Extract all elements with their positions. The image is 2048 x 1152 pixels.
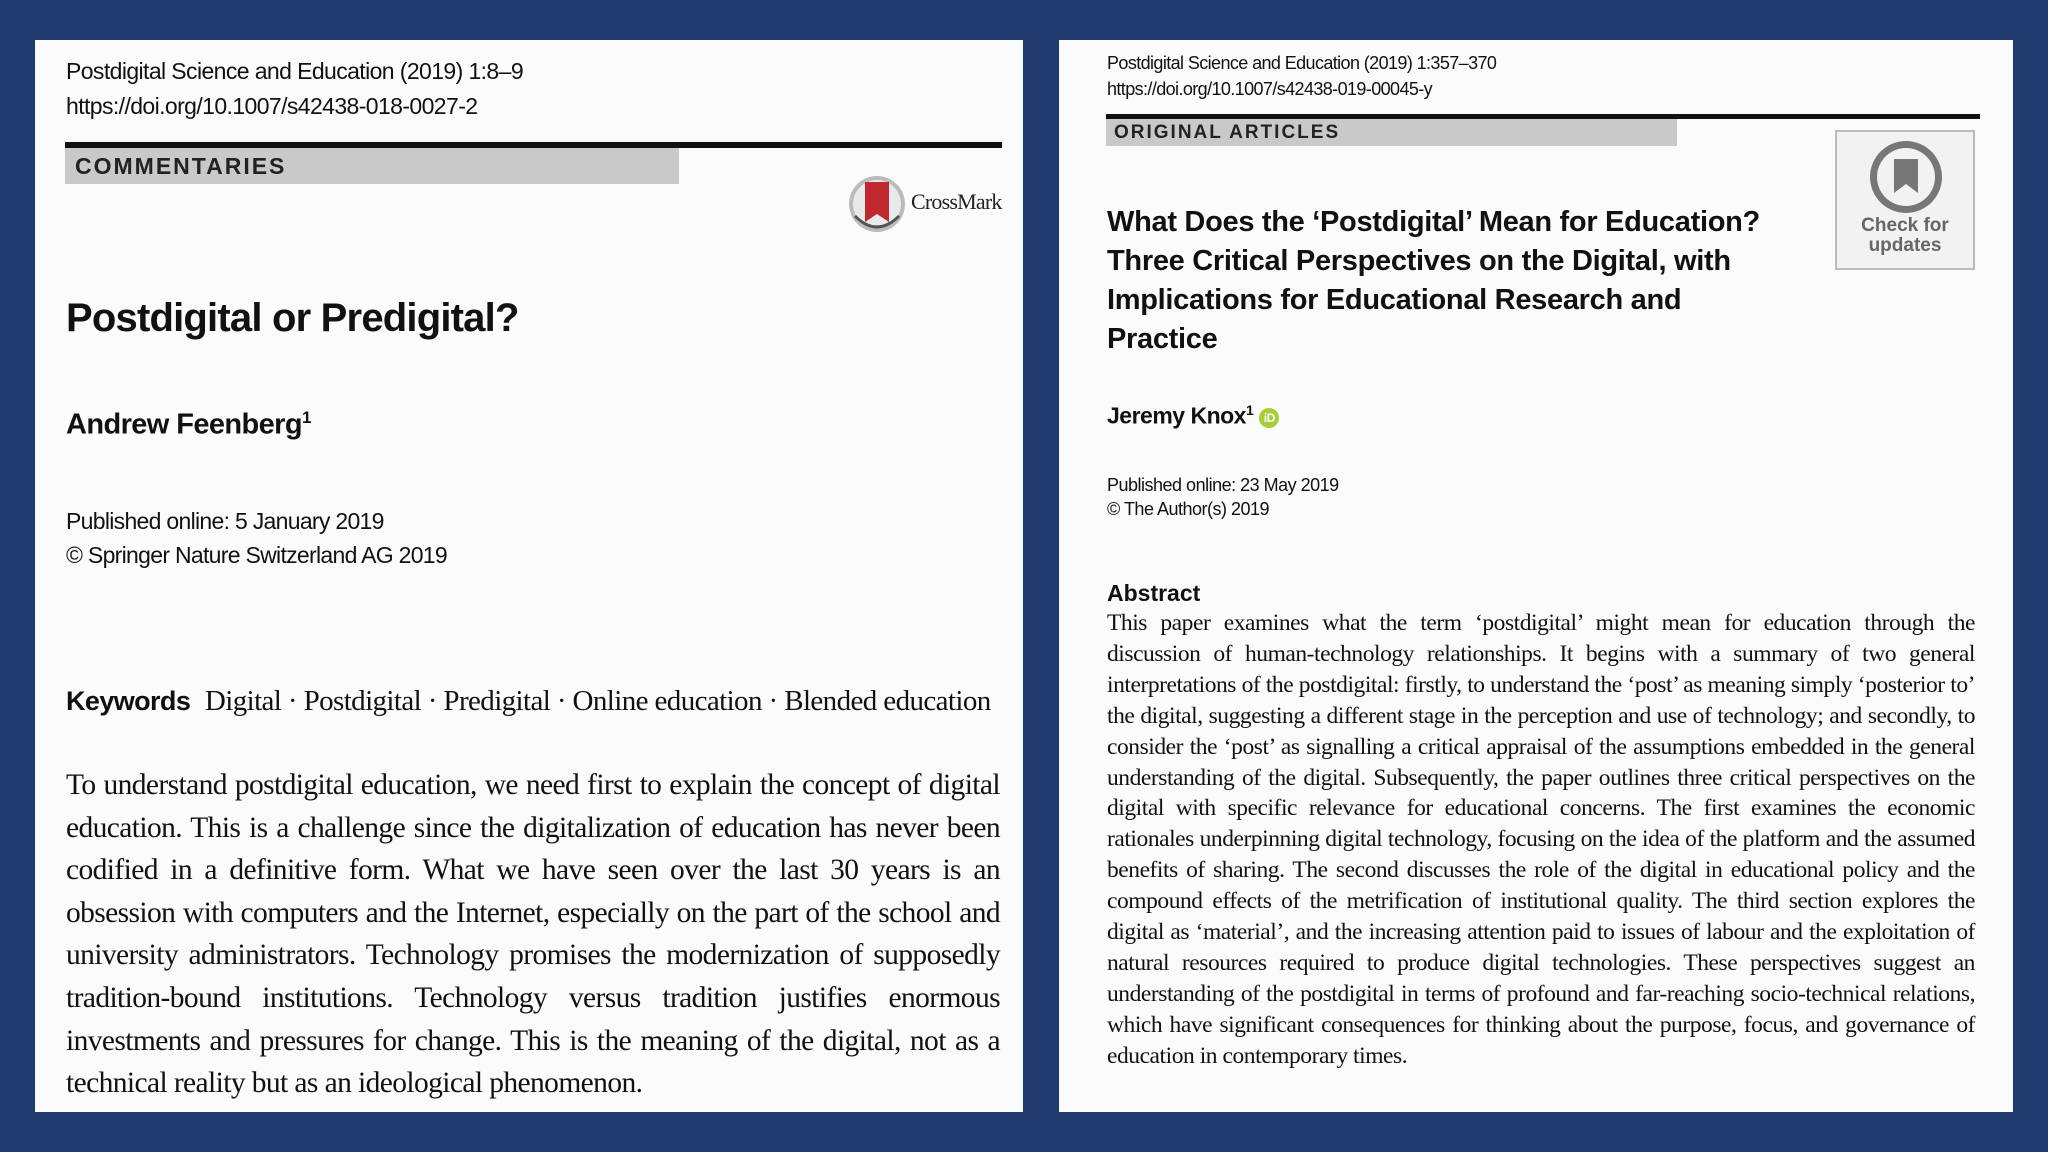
keywords-list: Digital · Postdigital · Predigital · Online education · Blended education bbox=[204, 685, 991, 717]
article-title: What Does the ‘Postdigital’ Mean for Education? Three Critical Perspectives on the Digital, with Implications for Educational Research and Practice bbox=[1107, 206, 1760, 355]
section-label: ORIGINAL ARTICLES bbox=[1114, 122, 1341, 143]
abstract-heading: Abstract bbox=[1107, 580, 1201, 606]
author-name-text: Jeremy Knox bbox=[1107, 402, 1246, 429]
check-for-updates-badge[interactable] bbox=[1835, 130, 1975, 270]
crossmark-badge[interactable] bbox=[847, 164, 1007, 244]
right-article-page bbox=[1059, 40, 2013, 1112]
bookmark-icon bbox=[1866, 137, 1946, 217]
published-date: Published online: 5 January 2019 bbox=[66, 508, 384, 534]
journal-citation: Postdigital Science and Education (2019) 1:357–370 bbox=[1107, 53, 1497, 73]
orcid-icon[interactable]: iD bbox=[1259, 408, 1279, 428]
journal-citation: Postdigital Science and Education (2019) 1:8–9 bbox=[66, 58, 524, 84]
keywords-label: Keywords bbox=[66, 686, 191, 716]
doi-link[interactable]: https://doi.org/10.1007/s42438-019-00045-y bbox=[1107, 79, 1433, 99]
copyright-notice: © Springer Nature Switzerland AG 2019 bbox=[66, 542, 447, 568]
crossmark-icon bbox=[847, 164, 907, 244]
keywords bbox=[66, 685, 991, 718]
section-bar bbox=[1106, 119, 1677, 146]
affiliation-mark: 1 bbox=[301, 408, 311, 427]
body-paragraph: To understand postdigital education, we need first to explain the concept of digital education. This is a challenge since the digitalization of education has never been codified in a definitive form. What we have seen over the last 30 years is an obsession with computers and the Internet, especially on the part of the school and university administrators. Technology promises the modernization of supposedly tradition-bound institutions. Technology versus tradition justifies enormous investments and pressures for change. This is the meaning of the digital, not as a technical reality but as an ideological phenomenon. bbox=[66, 769, 1000, 1100]
crossmark-label: CrossMark bbox=[911, 189, 1002, 214]
section-label: COMMENTARIES bbox=[75, 153, 287, 179]
doi-link[interactable]: https://doi.org/10.1007/s42438-018-0027-2 bbox=[66, 93, 478, 119]
article-title: Postdigital or Predigital? bbox=[66, 296, 519, 340]
author-name[interactable] bbox=[1107, 402, 1279, 430]
abstract-paragraph: This paper examines what the term ‘postdigital’ might mean for education through the discussion of human-technology relationships. It begins with a summary of two general interpretations of the postdigital: firstly, to understand the ‘post’ as meaning simply ‘posterior to’ the digital, suggesting a different stage in the perception and use of technology; and secondly, to consider the ‘post’ as signalling a critical appraisal of the assumptions embedded in the general understanding of the digital. Subsequently, the paper outlines three critical perspectives on the digital with specific relevance for educational concerns. The first examines the economic rationales underpinning digital technology, focusing on the idea of the platform and the assumed benefits of sharing. The second discusses the role of the digital in educational policy and the compound effects of the metrification of institutional quality. The third section explores the digital as ‘material’, and the increasing attention paid to issues of labour and the exploitation of natural resources required to produce digital technologies. These perspectives suggest an understanding of the postdigital in terms of profound and far-reaching socio-technical relations, which have significant consequences for thinking about the purpose, focus, and governance of education in contemporary times. bbox=[1107, 610, 1975, 1069]
left-article-page bbox=[35, 40, 1023, 1112]
affiliation-mark: 1 bbox=[1245, 402, 1254, 418]
updates-label: Check for updates bbox=[1861, 215, 1949, 256]
author-name[interactable] bbox=[66, 408, 311, 442]
copyright-notice: © The Author(s) 2019 bbox=[1107, 499, 1270, 519]
section-bar bbox=[65, 148, 679, 184]
published-date: Published online: 23 May 2019 bbox=[1107, 475, 1339, 495]
author-name-text: Andrew Feenberg bbox=[66, 408, 302, 441]
